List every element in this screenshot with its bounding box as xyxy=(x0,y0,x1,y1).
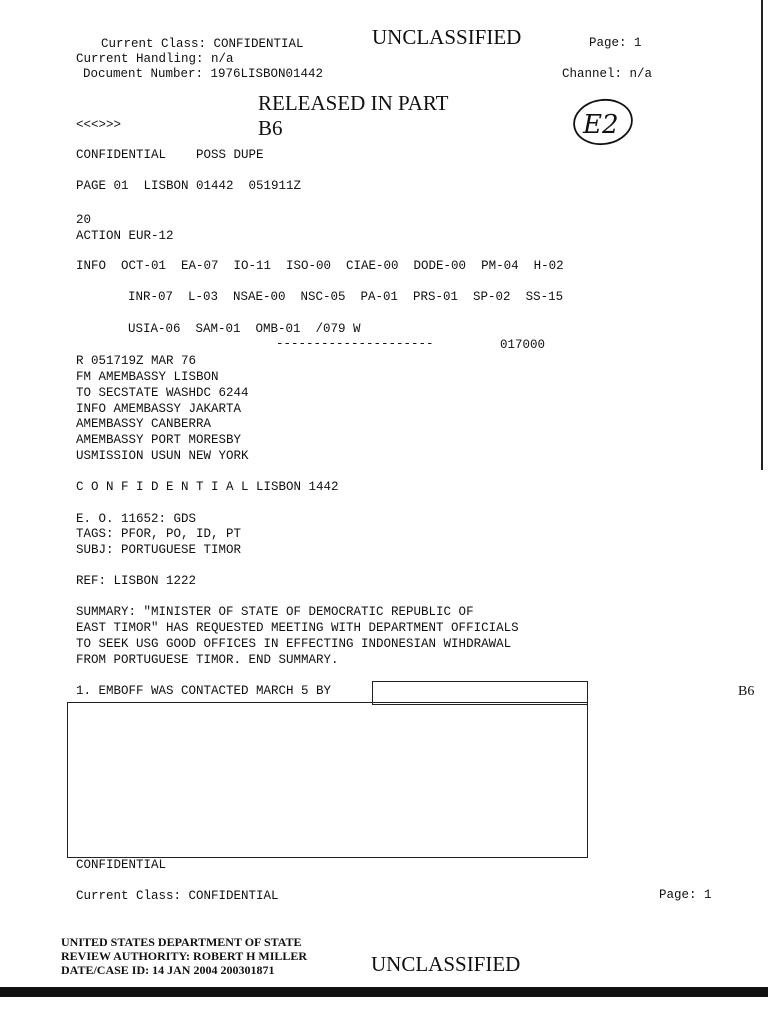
line-number: 20 xyxy=(76,213,92,227)
footer-review-authority: REVIEW AUTHORITY: ROBERT H MILLER xyxy=(61,949,308,963)
info-line-3: USIA-06 SAM-01 OMB-01 /079 W xyxy=(128,322,361,336)
scan-right-edge xyxy=(761,0,763,470)
routing-line-7: USMISSION USUN NEW YORK xyxy=(76,449,249,463)
summary-line-2: EAST TIMOR" HAS REQUESTED MEETING WITH DEPARTMENT OFFICIALS xyxy=(76,621,519,635)
footer-page-number: Page: 1 xyxy=(659,888,712,902)
routing-line-6: AMEMBASSY PORT MORESBY xyxy=(76,433,242,447)
routing-line-3: TO SECSTATE WASHDC 6244 xyxy=(76,386,249,400)
handwritten-e2-mark xyxy=(570,96,636,148)
info-line-2: INR-07 L-03 NSAE-00 NSC-05 PA-01 PRS-01 SP-02 SS-15 xyxy=(128,290,564,304)
dash-line: --------------------- xyxy=(276,337,434,351)
footer-current-class: Current Class: CONFIDENTIAL xyxy=(76,889,279,903)
unclassified-stamp-bottom: UNCLASSIFIED xyxy=(371,952,521,976)
current-handling: Current Handling: n/a xyxy=(76,52,234,66)
eo-line: E. O. 11652: GDS xyxy=(76,512,197,526)
released-in-part-stamp: RELEASED IN PART xyxy=(258,91,449,115)
confidential-spaced-line: C O N F I D E N T I A L LISBON 1442 xyxy=(76,480,339,494)
routing-line-4: INFO AMEMBASSY JAKARTA xyxy=(76,402,242,416)
info-line-1: INFO OCT-01 EA-07 IO-11 ISO-00 CIAE-00 DODE-00 PM-04 H-02 xyxy=(76,259,564,273)
svg-text:E2: E2 xyxy=(583,110,619,140)
redaction-exemption-code: B6 xyxy=(738,684,755,699)
exemption-stamp: B6 xyxy=(258,116,283,140)
marker-line: <<<>>> xyxy=(76,118,122,132)
footer-date-case: DATE/CASE ID: 14 JAN 2004 200301871 xyxy=(61,963,275,977)
unclassified-stamp-top: UNCLASSIFIED xyxy=(372,25,522,49)
routing-line-2: FM AMEMBASSY LISBON xyxy=(76,370,219,384)
page-line: PAGE 01 LISBON 01442 051911Z xyxy=(76,179,302,193)
page-number-top: Page: 1 xyxy=(589,36,642,50)
reference-line: REF: LISBON 1222 xyxy=(76,574,197,588)
document-number: Document Number: 1976LISBON01442 xyxy=(83,67,324,81)
channel: Channel: n/a xyxy=(562,67,653,81)
summary-line-3: TO SEEK USG GOOD OFFICES IN EFFECTING INDONESIAN WIHDRAWAL xyxy=(76,637,512,651)
tags-line: TAGS: PFOR, PO, ID, PT xyxy=(76,527,242,541)
scan-bottom-bar xyxy=(0,987,768,997)
footer-department: UNITED STATES DEPARTMENT OF STATE xyxy=(61,935,302,949)
action-line: ACTION EUR-12 xyxy=(76,229,174,243)
summary-line-4: FROM PORTUGUESE TIMOR. END SUMMARY. xyxy=(76,653,339,667)
routing-line-1: R 051719Z MAR 76 xyxy=(76,354,197,368)
routing-line-5: AMEMBASSY CANBERRA xyxy=(76,417,212,431)
confidential-poss-dupe: CONFIDENTIAL POSS DUPE xyxy=(76,148,264,162)
summary-line-1: SUMMARY: "MINISTER OF STATE OF DEMOCRATIC REPUBLIC OF xyxy=(76,605,474,619)
paragraph-1: 1. EMBOFF WAS CONTACTED MARCH 5 BY xyxy=(76,684,332,698)
confidential-bottom: CONFIDENTIAL xyxy=(76,858,167,872)
current-class: Current Class: CONFIDENTIAL xyxy=(101,37,304,51)
redaction-box-main xyxy=(67,702,588,858)
subject-line: SUBJ: PORTUGUESE TIMOR xyxy=(76,543,242,557)
serial-number: 017000 xyxy=(500,338,546,352)
